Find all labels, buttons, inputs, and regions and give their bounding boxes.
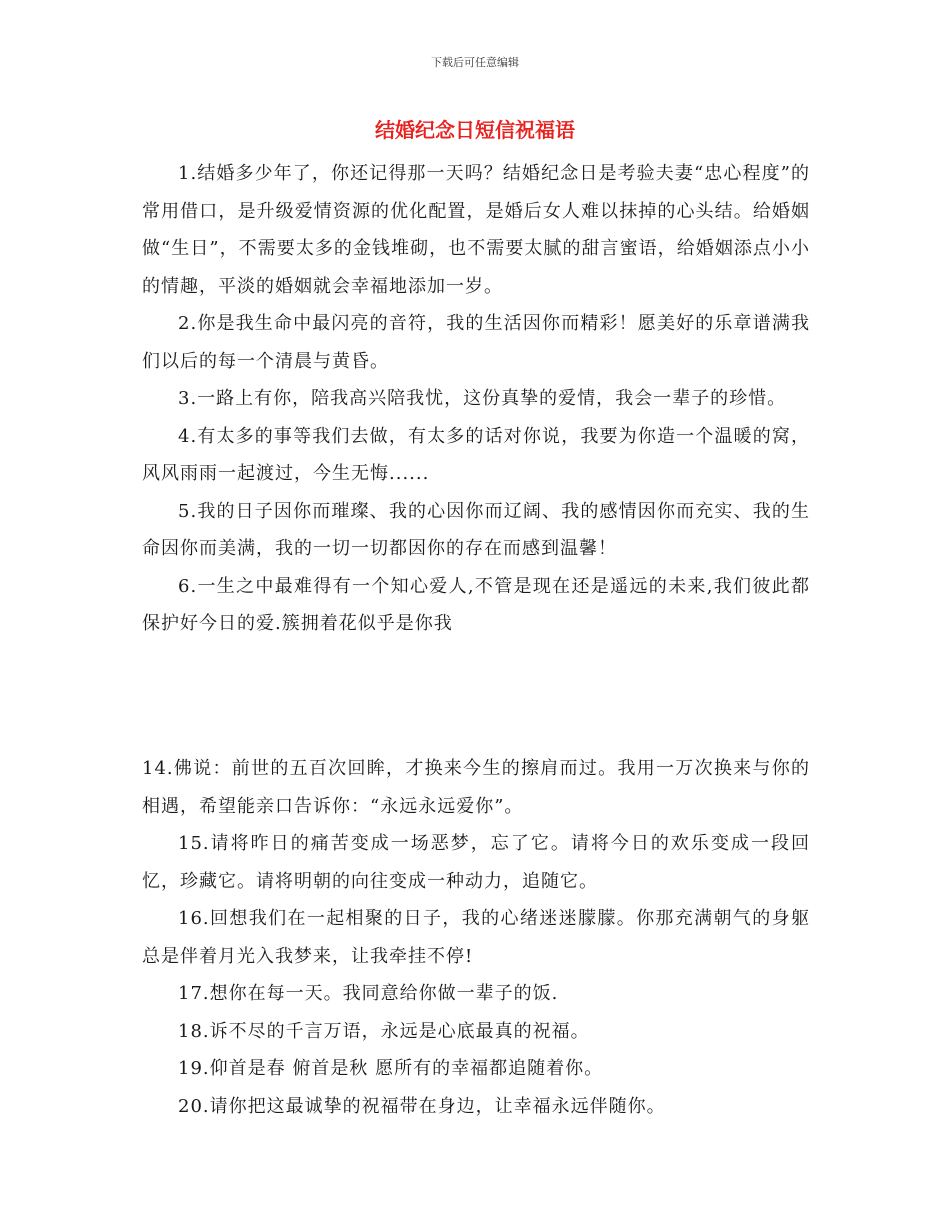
paragraph-17: 17.想你在每一天。我同意给你做一辈子的饭. — [178, 983, 559, 1004]
paragraph-5: 5.我的日子因你而璀璨、我的心因你而辽阔、我的感情因你而充实、我的生命因你而美满，我的一切一切都因你的存在而感到温馨！ — [142, 500, 810, 559]
paragraph-block-first — [142, 155, 810, 643]
paragraph-block-second — [142, 750, 810, 1125]
paragraph-20: 20.请你把这最诚挚的祝福带在身边，让幸福永远伴随你。 — [178, 1095, 666, 1117]
paragraph-18: 18.诉不尽的千言万语，永远是心底最真的祝福。 — [178, 1020, 590, 1042]
paragraph-14: 14.佛说：前世的五百次回眸，才换来今生的擦肩而过。我用一万次换来与你的相遇，希望能亲口告诉你：“永远永远爱你”。 — [142, 758, 810, 817]
paragraph-4: 4.有太多的事等我们去做，有太多的话对你说，我要为你造一个温暖的窝，风风雨雨一起渡过，今生无悔...... — [142, 425, 810, 484]
paragraph-6: 6.一生之中最难得有一个知心爱人,不管是现在还是遥远的未来,我们彼此都保护好今日的爱.簇拥着花似乎是你我 — [142, 575, 810, 634]
document-title: 结婚纪念日短信祝福语 — [375, 118, 575, 142]
paragraph-16: 16.回想我们在一起相聚的日子，我的心绪迷迷朦朦。你那充满朝气的身躯总是伴着月光入我梦来，让我牵挂不停! — [142, 908, 810, 967]
paragraph-1: 1.结婚多少年了，你还记得那一天吗？结婚纪念日是考验夫妻“忠心程度”的常用借口，是升级爱情资源的优化配置，是婚后女人难以抹掉的心头结。给婚姻做“生日”，不需要太多的金钱堆砌，也不需要太腻的甜言蜜语，给婚姻添点小小的情趣，平淡的婚姻就会幸福地添加一岁。 — [142, 163, 810, 297]
paragraph-3: 3.一路上有你，陪我高兴陪我忧，这份真挚的爱情，我会一辈子的珍惜。 — [178, 388, 787, 409]
paragraph-15: 15.请将昨日的痛苦变成一场恶梦，忘了它。请将今日的欢乐变成一段回忆，珍藏它。请将明朝的向往变成一种动力，追随它。 — [142, 833, 810, 892]
page-header-note: 下载后可任意编辑 — [431, 56, 519, 69]
paragraph-19: 19.仰首是春 俯首是秋 愿所有的幸福都追随着你。 — [178, 1058, 604, 1079]
paragraph-2: 2.你是我生命中最闪亮的音符，我的生活因你而精彩！愿美好的乐章谱满我们以后的每一个清晨与黄昏。 — [142, 313, 810, 372]
